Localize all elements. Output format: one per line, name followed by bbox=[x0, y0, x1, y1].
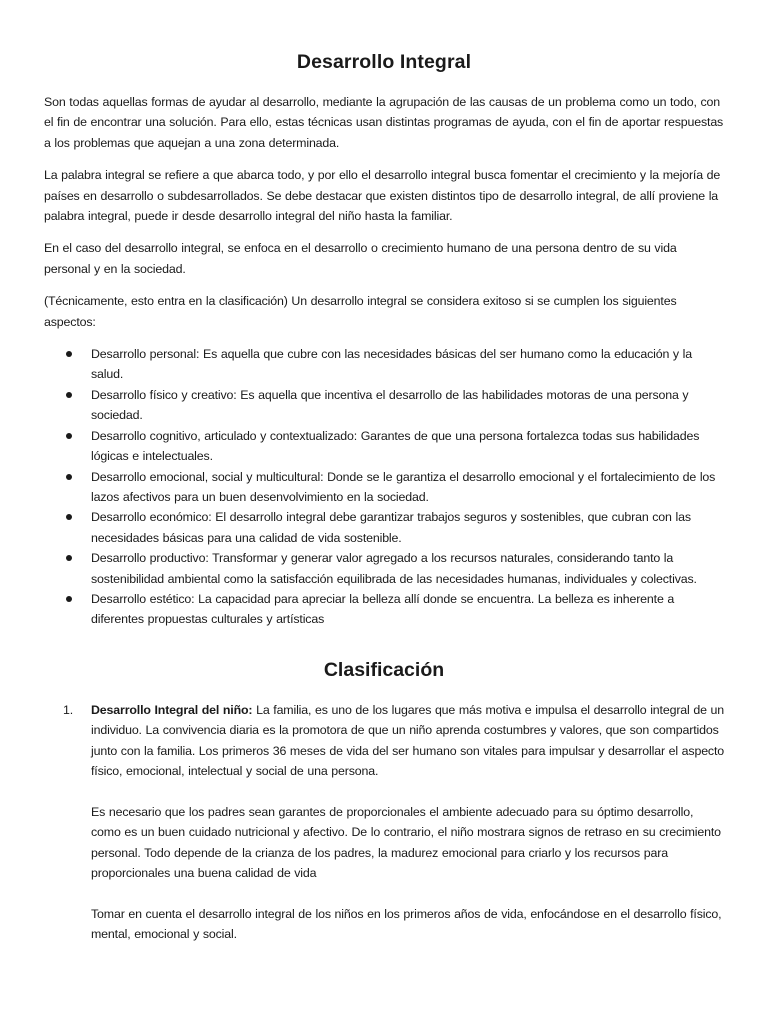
intro-paragraph-3: En el caso del desarrollo integral, se enfoca en el desarrollo o crecimiento humano de una persona dentro de su vida personal y en la sociedad. bbox=[44, 241, 677, 276]
list-item bbox=[44, 385, 724, 426]
document-title: Desarrollo Integral bbox=[296, 51, 472, 73]
bullet-icon bbox=[66, 351, 72, 357]
bullet-icon bbox=[66, 555, 72, 561]
section-title: Clasificación bbox=[323, 658, 445, 681]
aspect-text: Desarrollo personal: Es aquella que cubre con las necesidades básicas del ser humano como la educación y la salud. bbox=[91, 347, 693, 382]
classification-list bbox=[44, 700, 724, 945]
intro-paragraph-1: Son todas aquellas formas de ayudar al desarrollo, mediante la agrupación de las causas de un problema como un todo, con el fin de encontrar una solución. Para ello, estas técnicas usan distintas programas de ayuda, con el fin de aportar respuestas a los problemas que aquejan a una zona determinada. bbox=[44, 95, 724, 150]
intro-paragraph-4: (Técnicamente, esto entra en la clasificación) Un desarrollo integral se considera exitoso si se cumplen los siguientes aspectos: bbox=[44, 294, 677, 329]
bullet-icon bbox=[66, 596, 72, 602]
item-number: 1. bbox=[63, 702, 74, 717]
list-item bbox=[44, 700, 724, 945]
list-item bbox=[44, 507, 724, 548]
list-item bbox=[44, 467, 724, 508]
aspects-list bbox=[44, 344, 724, 630]
item-text: La familia, es uno de los lugares que más motiva e impulsa el desarrollo integral de un individuo. La convivencia diaria es la promotora de que un niño aprenda costumbres y valores, que son compartidos junto con la familia. Los primeros 36 meses de vida del ser humano son vitales para impulsar y desarrollar el aspecto físico, emocional, intelectual y social de una persona. bbox=[91, 702, 725, 778]
aspect-text: Desarrollo productivo: Transformar y generar valor agregado a los recursos naturales, considerando tanto la sostenibilidad ambiental como la satisfacción equilibrada de las necesidades humanas, individuales y colectivas. bbox=[91, 551, 697, 586]
bullet-icon bbox=[66, 514, 72, 520]
bullet-icon bbox=[66, 392, 72, 398]
aspect-text: Desarrollo estético: La capacidad para apreciar la belleza allí donde se encuentra. La belleza es inherente a diferentes propuestas culturales y artísticas bbox=[91, 591, 675, 627]
aspect-text: Desarrollo emocional, social y multicultural: Donde se le garantiza el desarrollo emocional y el fortalecimiento de los lazos afectivos para un buen desenvolvimiento en la sociedad. bbox=[91, 469, 716, 504]
item-paragraph: Tomar en cuenta el desarrollo integral de los niños en los primeros años de vida, enfocándose en el desarrollo físico, mental, emocional y social. bbox=[91, 906, 722, 942]
aspect-text: Desarrollo económico: El desarrollo integral debe garantizar trabajos seguros y sostenibles, que cubran con las necesidades básicas para una calidad de vida sostenible. bbox=[91, 510, 691, 545]
item-lead: Desarrollo Integral del niño: bbox=[91, 702, 253, 717]
list-item bbox=[44, 426, 724, 467]
list-item bbox=[44, 589, 724, 630]
list-item bbox=[44, 548, 724, 589]
intro-paragraph-2: La palabra integral se refiere a que abarca todo, y por ello el desarrollo integral busca fomentar el crecimiento y la mejoría de países en desarrollo o subdesarrollados. Se debe destacar que existen distintos tipo de desarrollo integral, de allí proviene la palabra integral, puede ir desde desarrollo integral del niño hasta la familiar. bbox=[44, 168, 721, 224]
aspect-text: Desarrollo físico y creativo: Es aquella que incentiva el desarrollo de las habilidades motoras de una persona y sociedad. bbox=[91, 387, 689, 423]
bullet-icon bbox=[66, 474, 72, 480]
item-paragraph: Es necesario que los padres sean garantes de proporcionales el ambiente adecuado para su óptimo desarrollo, como es un buen cuidado nutricional y afectivo. De lo contrario, el niño mostrara signos de retraso en su crecimiento personal. Todo depende de la crianza de los padres, la madurez emocional para criarlo y los recursos para proporcionales una buena calidad de vida bbox=[91, 804, 721, 880]
list-item bbox=[44, 344, 724, 385]
aspect-text: Desarrollo cognitivo, articulado y contextualizado: Garantes de que una persona fortalezca todas sus habilidades lógicas e intelectuales. bbox=[91, 428, 700, 464]
bullet-icon bbox=[66, 433, 72, 439]
